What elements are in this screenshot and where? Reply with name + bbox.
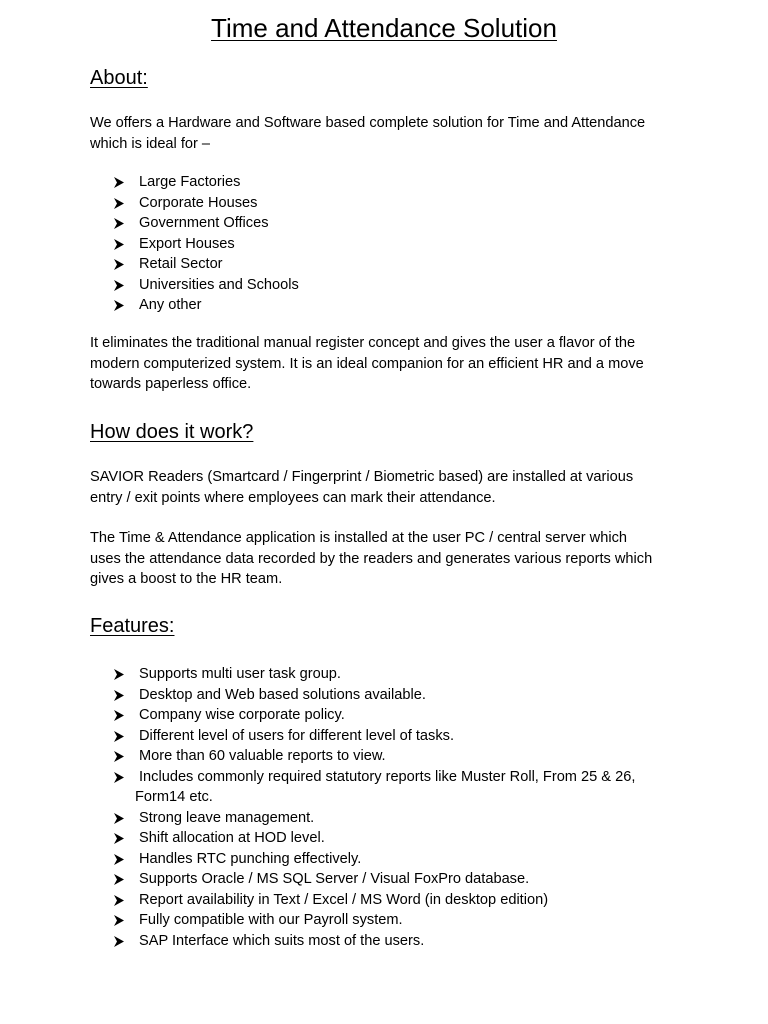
arrow-bullet-icon bbox=[113, 259, 124, 270]
arrow-bullet-icon bbox=[113, 854, 124, 865]
list-item bbox=[113, 295, 693, 316]
list-item-text: Corporate Houses bbox=[139, 194, 258, 211]
about-heading: About: bbox=[90, 67, 148, 89]
list-item bbox=[113, 234, 693, 255]
list-item-text: Desktop and Web based solutions available. bbox=[139, 686, 426, 703]
how-para-line: SAVIOR Readers (Smartcard / Fingerprint / Biometric based) are installed at various bbox=[90, 469, 634, 485]
list-item-text: Report availability in Text / Excel / MS Word (in desktop edition) bbox=[139, 891, 549, 908]
how-para-line: gives a boost to the HR team. bbox=[90, 571, 283, 587]
list-item-text: Universities and Schools bbox=[139, 276, 299, 293]
list-item bbox=[113, 685, 693, 706]
arrow-bullet-icon bbox=[113, 833, 124, 844]
arrow-bullet-icon bbox=[113, 751, 124, 762]
arrow-bullet-icon bbox=[113, 198, 124, 209]
list-item-text: Includes commonly required statutory reports like Muster Roll, From 25 & 26, bbox=[139, 768, 636, 785]
about-closing-line: towards paperless office. bbox=[90, 376, 252, 392]
list-item bbox=[113, 193, 693, 214]
arrow-bullet-icon bbox=[113, 895, 124, 906]
arrow-bullet-icon bbox=[113, 218, 124, 229]
list-item-text: Export Houses bbox=[139, 235, 235, 252]
list-item-text: Government Offices bbox=[139, 215, 269, 231]
list-item bbox=[113, 808, 693, 829]
arrow-bullet-icon bbox=[113, 874, 124, 885]
list-item bbox=[113, 767, 693, 808]
list-item-text: Company wise corporate policy. bbox=[139, 707, 345, 723]
about-closing-line: It eliminates the traditional manual register concept and gives the user a flavor of the bbox=[90, 335, 636, 351]
how-para-application bbox=[90, 528, 690, 590]
list-item-text: More than 60 valuable reports to view. bbox=[139, 748, 386, 764]
document-title bbox=[0, 10, 768, 46]
list-item bbox=[113, 849, 693, 870]
list-item bbox=[113, 664, 693, 685]
arrow-bullet-icon bbox=[113, 669, 124, 680]
how-para-line: uses the attendance data recorded by the readers and generates various reports which bbox=[90, 550, 653, 567]
how-para-readers bbox=[90, 467, 690, 508]
list-item bbox=[113, 213, 693, 234]
list-item bbox=[113, 828, 693, 849]
about-intro bbox=[90, 113, 690, 154]
how-heading: How does it work? bbox=[90, 421, 254, 443]
arrow-bullet-icon bbox=[113, 772, 124, 783]
document-title-text: Time and Attendance Solution bbox=[211, 13, 557, 43]
list-item bbox=[113, 869, 693, 890]
arrow-bullet-icon bbox=[113, 731, 124, 742]
arrow-bullet-icon bbox=[113, 239, 124, 250]
list-item-text: Supports Oracle / MS SQL Server / Visual FoxPro database. bbox=[139, 871, 530, 887]
arrow-bullet-icon bbox=[113, 710, 124, 721]
list-item-text: Different level of users for different level of tasks. bbox=[139, 727, 454, 744]
arrow-bullet-icon bbox=[113, 300, 124, 311]
how-para-line: The Time & Attendance application is installed at the user PC / central server which bbox=[90, 530, 627, 546]
list-item-text: Retail Sector bbox=[139, 256, 223, 272]
about-list bbox=[113, 172, 693, 316]
arrow-bullet-icon bbox=[113, 690, 124, 701]
arrow-bullet-icon bbox=[113, 936, 124, 947]
list-item bbox=[113, 746, 693, 767]
list-item bbox=[113, 910, 693, 931]
list-item bbox=[113, 275, 693, 296]
list-item bbox=[113, 172, 693, 193]
list-item-text: Supports multi user task group. bbox=[139, 666, 341, 682]
list-item-text: Strong leave management. bbox=[139, 809, 315, 826]
features-heading: Features: bbox=[90, 615, 175, 637]
list-item bbox=[113, 931, 693, 952]
features-list bbox=[113, 664, 693, 951]
about-intro-line: We offers a Hardware and Software based complete solution for Time and Attendance bbox=[90, 115, 646, 131]
list-item bbox=[113, 890, 693, 911]
how-para-line: entry / exit points where employees can mark their attendance. bbox=[90, 489, 496, 506]
about-closing bbox=[90, 333, 690, 395]
arrow-bullet-icon bbox=[113, 280, 124, 291]
list-item-text: Shift allocation at HOD level. bbox=[139, 830, 325, 846]
about-closing-line: modern computerized system. It is an ideal companion for an efficient HR and a move bbox=[90, 355, 644, 372]
list-item bbox=[113, 705, 693, 726]
list-item bbox=[113, 726, 693, 747]
list-item-continuation: Form14 etc. bbox=[135, 789, 213, 805]
list-item-text: Fully compatible with our Payroll system. bbox=[139, 912, 403, 928]
arrow-bullet-icon bbox=[113, 915, 124, 926]
list-item-text: SAP Interface which suits most of the users. bbox=[139, 932, 425, 949]
arrow-bullet-icon bbox=[113, 813, 124, 824]
list-item bbox=[113, 254, 693, 275]
arrow-bullet-icon bbox=[113, 177, 124, 188]
about-intro-line: which is ideal for – bbox=[90, 135, 211, 152]
list-item-text: Any other bbox=[139, 297, 202, 313]
list-item-text: Handles RTC punching effectively. bbox=[139, 850, 362, 867]
list-item-text: Large Factories bbox=[139, 174, 241, 190]
